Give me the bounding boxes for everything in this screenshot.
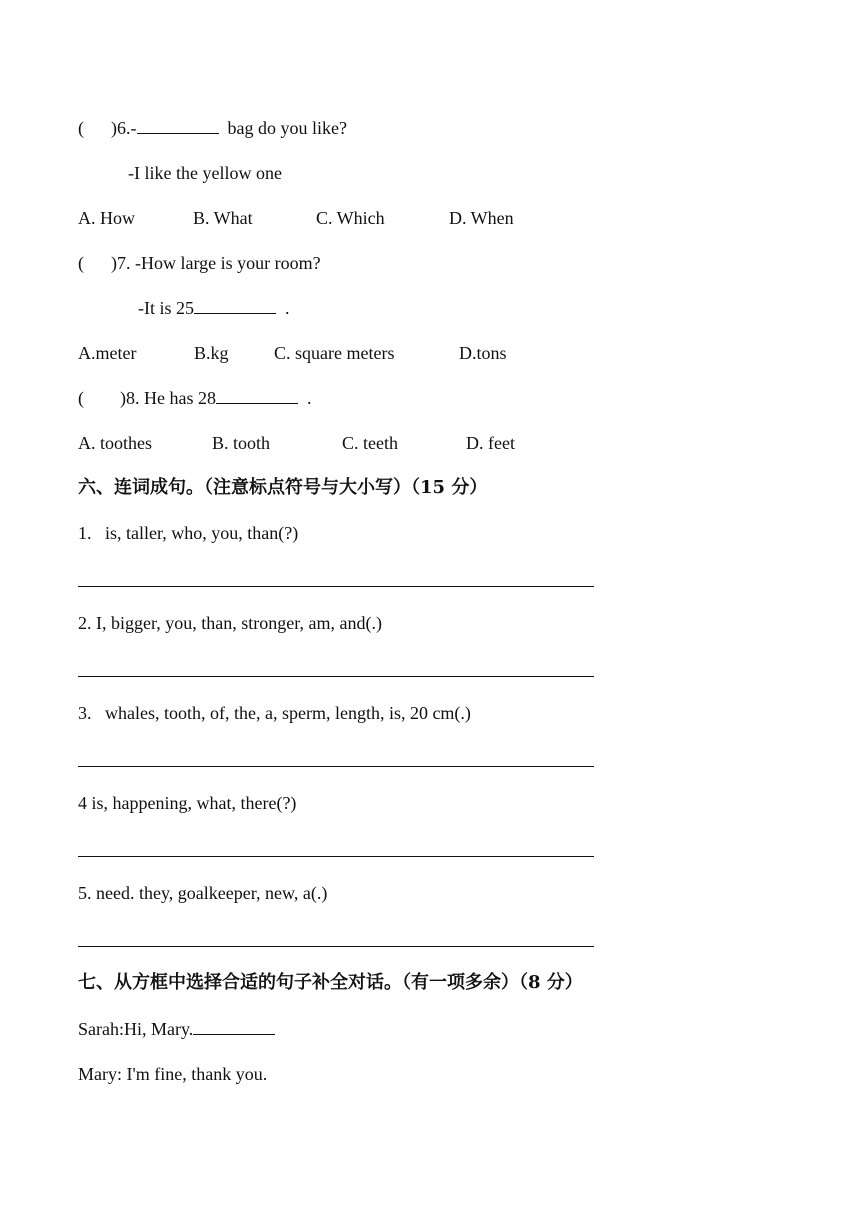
sentence-item-4: 4 is, happening, what, there(?) — [78, 793, 297, 813]
section-7-title: 七、从方框中选择合适的句子补全对话。（有一项多余）（8 分） — [78, 972, 583, 993]
dialogue-line-sarah — [78, 1018, 275, 1040]
sentence-item-5: 5. need. they, goalkeeper, new, a(.) — [78, 883, 328, 903]
fill-blank[interactable] — [137, 117, 219, 134]
answer-line-1[interactable] — [78, 586, 594, 587]
sentence-item-1: 1. is, taller, who, you, than(?) — [78, 523, 299, 543]
question-8 — [78, 387, 311, 409]
question-6-suffix: bag do you like? — [218, 118, 347, 138]
question-6-reply: -I like the yellow one — [128, 163, 282, 183]
answer-line-5[interactable] — [78, 946, 594, 947]
answer-bracket: ( ) — [78, 388, 126, 408]
dialogue-line-sarah-text: Sarah:Hi, Mary. — [78, 1019, 194, 1039]
sentence-item-3: 3. whales, tooth, of, the, a, sperm, length, is, 20 cm(.) — [78, 703, 471, 723]
fill-blank[interactable] — [193, 1018, 275, 1035]
answer-bracket: ( ) — [78, 253, 117, 273]
option-c: C. Which — [316, 208, 385, 228]
option-c: C. teeth — [342, 433, 398, 453]
option-a: A.meter — [78, 343, 137, 363]
option-c: C. square meters — [274, 343, 395, 363]
option-d: D. When — [449, 208, 514, 228]
option-b: B. What — [193, 208, 253, 228]
question-7-reply-suffix: . — [276, 298, 290, 318]
question-7 — [78, 252, 321, 274]
option-a: A. How — [78, 208, 135, 228]
option-d: D.tons — [459, 343, 507, 363]
sentence-item-2: 2. I, bigger, you, than, stronger, am, and(.) — [78, 613, 382, 633]
fill-blank[interactable] — [194, 297, 276, 314]
dialogue-line-mary: Mary: I'm fine, thank you. — [78, 1064, 268, 1084]
question-8-suffix: . — [297, 388, 312, 408]
answer-line-4[interactable] — [78, 856, 594, 857]
section-6-title: 六、连词成句。（注意标点符号与大小写）（15 分） — [78, 477, 488, 498]
question-7-text: 7. -How large is your room? — [117, 253, 321, 273]
option-a: A. toothes — [78, 433, 152, 453]
fill-blank[interactable] — [216, 387, 298, 404]
answer-line-2[interactable] — [78, 676, 594, 677]
question-7-reply-prefix: -It is 25 — [138, 298, 194, 318]
question-7-reply — [138, 297, 290, 319]
question-6 — [78, 117, 347, 139]
option-d: D. feet — [466, 433, 515, 453]
question-6-prefix: 6.- — [117, 118, 137, 138]
answer-bracket: ( ) — [78, 118, 117, 138]
option-b: B. tooth — [212, 433, 271, 453]
option-b: B.kg — [194, 343, 229, 363]
answer-line-3[interactable] — [78, 766, 594, 767]
question-8-prefix: 8. He has 28 — [126, 388, 216, 408]
